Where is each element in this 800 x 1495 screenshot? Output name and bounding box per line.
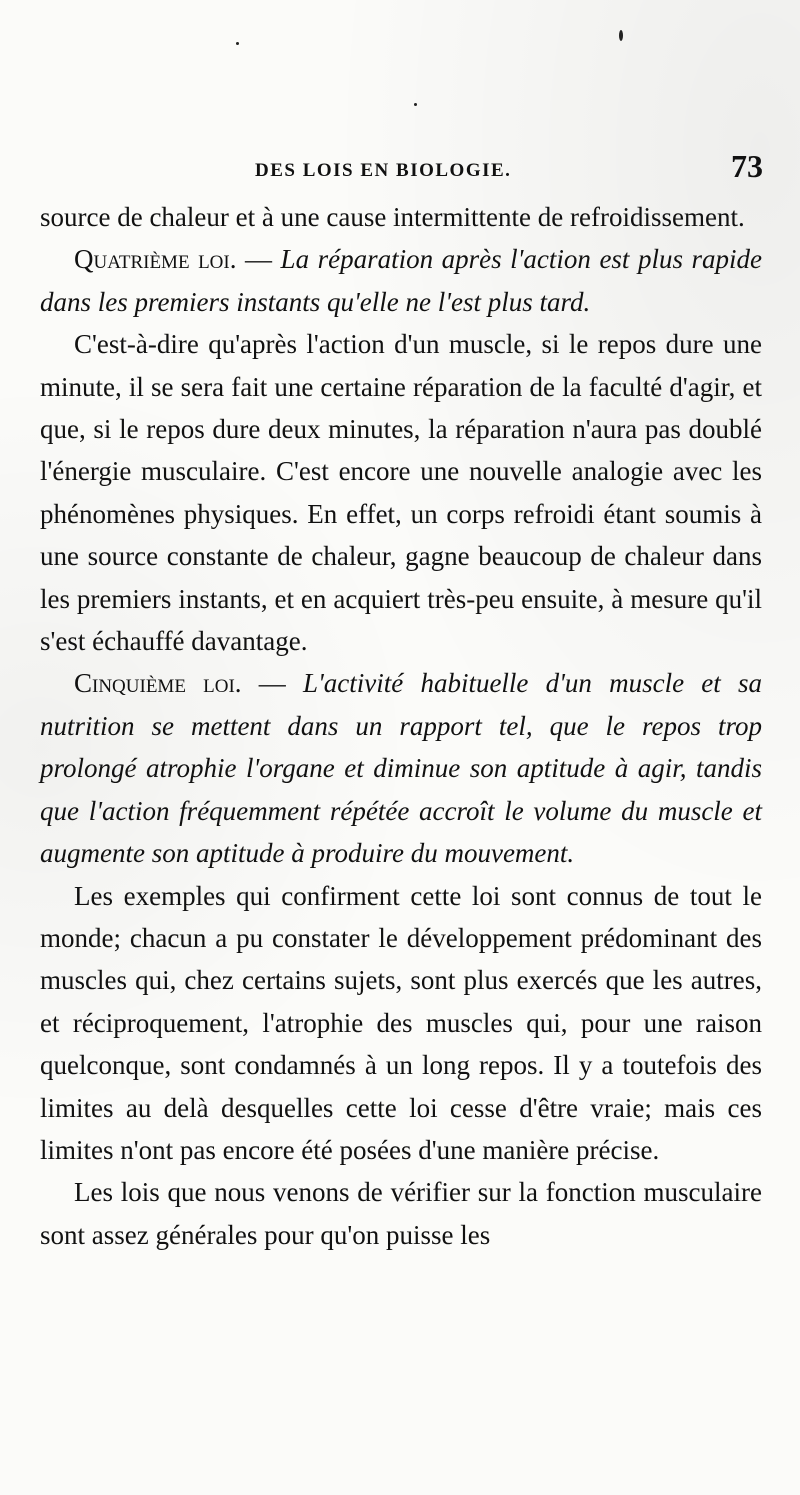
page-body — [40, 196, 762, 1256]
paragraph-continuation: source de chaleur et à une cause intermittente de refroidissement. — [40, 202, 745, 232]
ink-speck — [236, 42, 239, 45]
paragraph-examples: Les exemples qui confirment cette loi sont connus de tout le monde; chacun a pu constater le développement prédominant des muscles qui, chez certains sujets, sont plus exercés que les autres, et réciproquement, l'atrophie des muscles qui, pour une raison quelconque, sont condamnés à un long repos. Il y a toutefois des limites au delà desquelles cette loi cesse d'être vraie; mais ces limites n'ont pas encore été posées d'une manière précise. — [40, 880, 762, 1165]
em-dash: — — [241, 668, 303, 699]
paragraph-explanation: C'est-à-dire qu'après l'action d'un muscle, si le repos dure une minute, il se sera fait une certaine réparation de la faculté d'agir, et que, si le repos dure deux minutes, la réparation n'aura pas doublé l'énergie musculaire. C'est encore une nouvelle analogie avec les phénomènes physiques. En effet, un corps refroidi étant soumis à une source constante de chaleur, gagne beaucoup de chaleur dans les premiers instants, et en acquiert très-peu ensuite, à mesure qu'il s'est échauffé davantage. — [40, 329, 762, 657]
law-name: Cinquième loi. — [74, 668, 242, 699]
paragraph-fourth-law — [40, 238, 762, 323]
running-title: DES LOIS EN BIOLOGIE. — [255, 160, 512, 181]
em-dash: — — [236, 244, 281, 275]
paragraph-conclusion: Les lois que nous venons de vérifier sur la fonction musculaire sont assez générales pour qu'on puisse les — [40, 1177, 762, 1250]
law-statement: La réparation après l'action est plus rapide dans les premiers instants qu'elle ne l'est plus tard. — [40, 244, 762, 317]
page-header — [40, 148, 765, 188]
ink-speck — [414, 103, 417, 106]
law-name: Quatrième loi. — [74, 244, 237, 275]
page-number: 73 — [731, 148, 763, 184]
paragraph-fifth-law — [40, 662, 762, 874]
law-statement: L'activité habituelle d'un muscle et sa nutrition se mettent dans un rapport tel, que le repos trop prolongé atrophie l'organe et diminue son aptitude à agir, tandis que l'action fréquemment répétée accroît le volume du muscle et augmente son aptitude à produire du mouvement. — [40, 668, 763, 869]
ink-speck — [619, 30, 623, 41]
